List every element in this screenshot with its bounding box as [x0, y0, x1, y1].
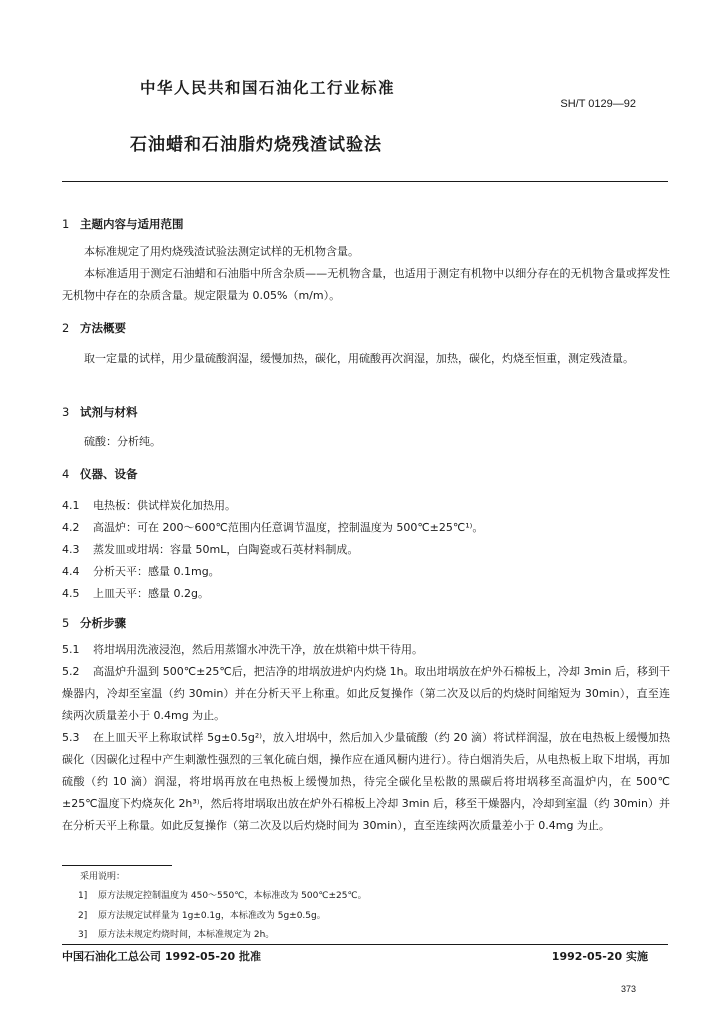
section-1-paragraph-1: 本标准规定了用灼烧残渣试验法测定试样的无机物含量。 — [84, 245, 359, 258]
equipment-item: 4.3 蒸发皿或坩埚：容量 50mL，白陶瓷或石英材料制成。 — [62, 543, 359, 556]
section-2-title: 方法概要 — [80, 321, 126, 335]
footnote-item: 1] 原方法规定控制温度为 450～550℃，本标准改为 500℃±25℃。 — [78, 891, 367, 901]
section-3-number: 3 — [62, 405, 70, 419]
section-1-heading — [62, 216, 184, 232]
footnote-item: 2] 原方法规定试样量为 1g±0.1g，本标准改为 5g±0.5g。 — [78, 911, 326, 921]
section-3-heading — [62, 404, 138, 420]
section-1-paragraph-2: 本标准适用于测定石油蜡和石油脂中所含杂质——无机物含量，也适用于测定有机物中以细分存在的无机物含量或挥发性无机物中存在的杂质含量。规定限量为 0.05%（m/m）。 — [62, 267, 670, 302]
section-5-title: 分析步骤 — [80, 616, 126, 630]
procedure-step: 5.1 将坩埚用洗液浸泡，然后用蒸馏水冲洗干净，放在烘箱中烘干待用。 — [62, 643, 423, 656]
section-5-heading — [62, 615, 126, 631]
section-1-number: 1 — [62, 217, 70, 231]
section-4-number: 4 — [62, 467, 70, 481]
footer-divider — [62, 944, 668, 945]
document-title: 石油蜡和石油脂灼烧残渣试验法 — [130, 135, 382, 155]
section-5-number: 5 — [62, 616, 70, 630]
footnotes-heading: 采用说明： — [80, 872, 126, 882]
section-3-paragraph: 硫酸：分析纯。 — [84, 435, 161, 448]
approval-line: 中国石油化工总公司 1992-05-20 批准 — [62, 950, 262, 963]
section-1-title: 主题内容与适用范围 — [80, 217, 184, 231]
section-4-heading — [62, 466, 138, 482]
equipment-item: 4.4 分析天平：感量 0.1mg。 — [62, 565, 220, 578]
standard-code: SH/T 0129—92 — [560, 98, 636, 110]
procedure-step: 5.3 在上皿天平上称取试样 5g±0.5g²⁾，放入坩埚中，然后加入少量硫酸（约 20 滴）将试样润湿，放在电热板上缓慢加热碳化（因碳化过程中产生刺激性强烈的三氧化硫白烟，操作应在通风橱内进行）。待白烟消失后，从电热板上取下坩埚，再加硫酸（约 10 滴）润湿，将坩埚再放在电热板上缓慢加热，待完全碳化呈松散的黑碳后将坩埚移至高温炉内，在 500℃±25℃温度下灼烧灰化 2h³⁾，然后将坩埚取出放在炉外石棉板上冷却 3min 后，移至干燥器内，冷却到室温（约 30min）并在分析天平上称量。如此反复操作（第二次及以后灼烧时间为 30min），直至连续两次质量差小于 0.4mg 为止。 — [62, 731, 670, 832]
procedure-step: 5.2 高温炉升温到 500℃±25℃后，把洁净的坩埚放进炉内灼烧 1h。取出坩埚放在炉外石棉板上，冷却 3min 后，移到干燥器内，冷却至室温（约 30min）并在分析天平上称重。如此反复操作（第二次及以后的灼烧时间缩短为 30min），直至连续两次质量差小于 0.4mg 为止。 — [62, 665, 670, 722]
footnote-item: 3] 原方法未规定灼烧时间，本标准规定为 2h。 — [78, 930, 275, 940]
section-2-paragraph: 取一定量的试样，用少量硫酸润湿，缓慢加热，碳化，用硫酸再次润湿，加热，碳化，灼烧至恒重，测定残渣量。 — [84, 352, 634, 365]
equipment-item: 4.2 高温炉：可在 200～600℃范围内任意调节温度，控制温度为 500℃±25℃¹⁾。 — [62, 521, 484, 534]
section-2-heading — [62, 320, 126, 336]
section-3-title: 试剂与材料 — [80, 405, 138, 419]
section-2-number: 2 — [62, 321, 70, 335]
equipment-item: 4.5 上皿天平：感量 0.2g。 — [62, 587, 209, 600]
header-divider — [62, 181, 668, 182]
footnote-divider — [62, 865, 172, 866]
implementation-line: 1992-05-20 实施 — [551, 950, 648, 963]
standard-title: 中华人民共和国石油化工行业标准 — [140, 79, 396, 97]
section-4-title: 仪器、设备 — [80, 467, 138, 481]
page-number: 373 — [620, 984, 636, 994]
equipment-item: 4.1 电热板：供试样炭化加热用。 — [62, 499, 236, 512]
